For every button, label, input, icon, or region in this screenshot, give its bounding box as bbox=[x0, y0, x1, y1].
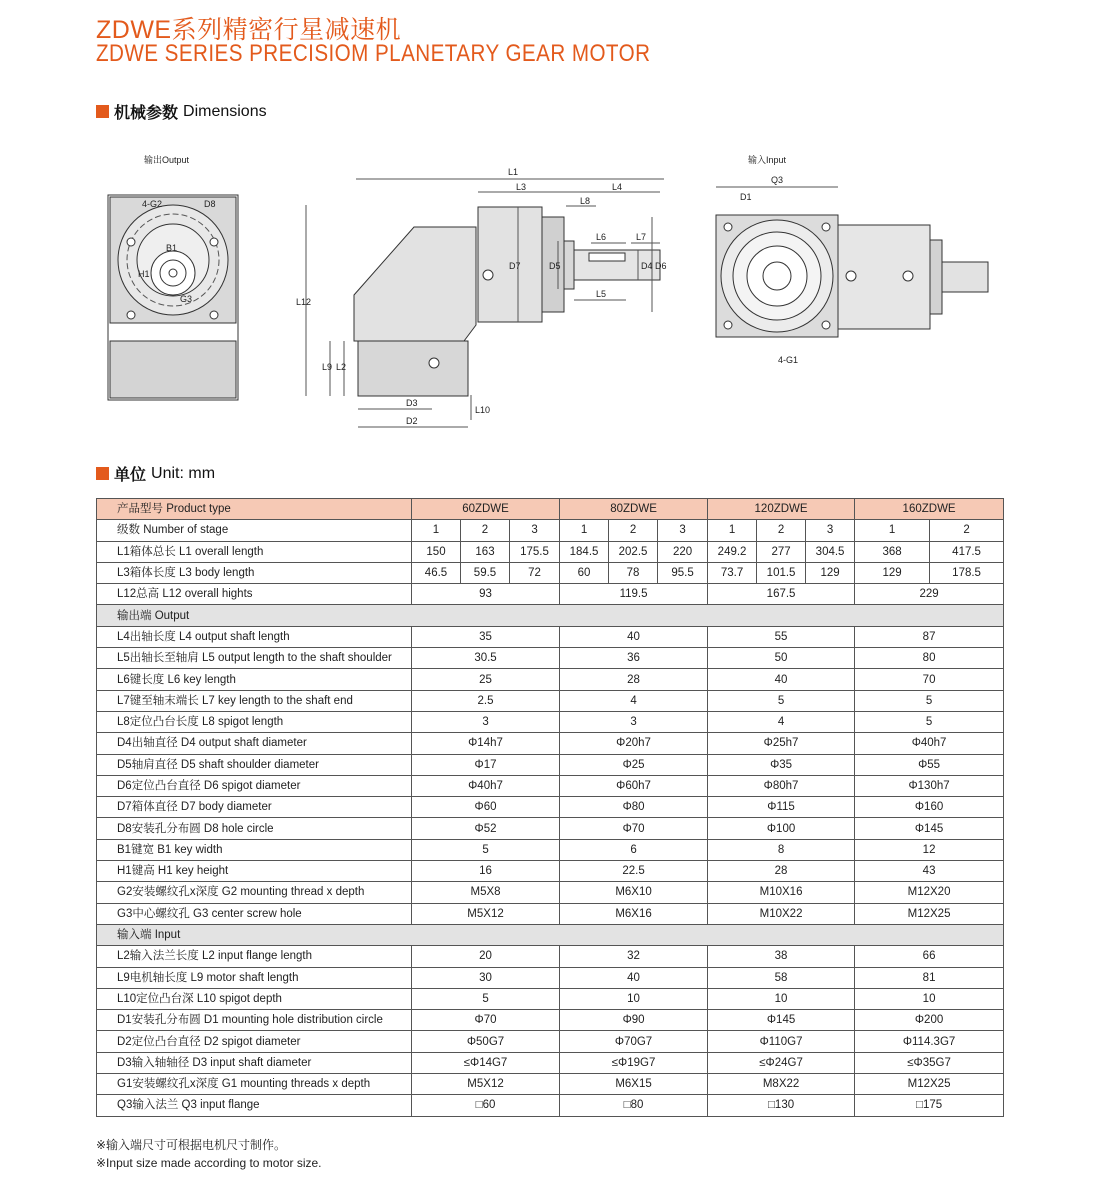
cell-value: 5 bbox=[412, 988, 560, 1009]
row-label: L7键至轴末端长 L7 key length to the shaft end bbox=[97, 690, 412, 711]
d7-label: D7 bbox=[509, 261, 521, 271]
cell-value: 5 bbox=[855, 711, 1004, 732]
b1-label: B1 bbox=[166, 243, 178, 253]
l5-label: L5 bbox=[596, 289, 607, 299]
cell-value: 3 bbox=[806, 520, 855, 541]
unit-heading-cn: 单位 bbox=[114, 467, 147, 484]
cell-value: 119.5 bbox=[560, 584, 708, 605]
cell-value: Φ35 bbox=[708, 754, 855, 775]
cell-value: 3 bbox=[658, 520, 708, 541]
cell-value: 58 bbox=[708, 967, 855, 988]
cell-value: 1 bbox=[412, 520, 461, 541]
output-label: 输出Output bbox=[144, 155, 190, 165]
row-label: L4出轴长度 L4 output shaft length bbox=[97, 626, 412, 647]
cell-value: Φ145 bbox=[855, 818, 1004, 839]
cell-value: 25 bbox=[412, 669, 560, 690]
cell-value: Φ80 bbox=[560, 797, 708, 818]
table-row bbox=[97, 861, 1004, 882]
cell-value: 78 bbox=[609, 562, 658, 583]
l8-label: L8 bbox=[580, 196, 591, 206]
d1-label: D1 bbox=[740, 192, 752, 202]
table-row bbox=[97, 775, 1004, 796]
cell-value: 60 bbox=[560, 562, 609, 583]
table-row bbox=[97, 988, 1004, 1009]
output-view bbox=[108, 154, 238, 400]
cell-value: Φ110G7 bbox=[708, 1031, 855, 1052]
cell-value: Φ80h7 bbox=[708, 775, 855, 796]
table-row bbox=[97, 733, 1004, 754]
cell-value: 40 bbox=[560, 967, 708, 988]
d2-label: D2 bbox=[406, 416, 418, 426]
table-row bbox=[97, 967, 1004, 988]
cell-value: □80 bbox=[560, 1095, 708, 1116]
row-label: 级数 Number of stage bbox=[97, 520, 412, 541]
l1-label: L1 bbox=[508, 167, 519, 177]
row-label: D6定位凸台直径 D6 spigot diameter bbox=[97, 775, 412, 796]
l12-row bbox=[97, 584, 1004, 605]
cell-value: M5X12 bbox=[412, 903, 560, 924]
l6-label: L6 bbox=[596, 232, 607, 242]
d3-label: D3 bbox=[406, 398, 418, 408]
cell-value: 43 bbox=[855, 861, 1004, 882]
cell-value: Φ145 bbox=[708, 1010, 855, 1031]
unit-heading bbox=[96, 462, 215, 485]
cell-value: 35 bbox=[412, 626, 560, 647]
table-row bbox=[97, 797, 1004, 818]
cell-value: Φ20h7 bbox=[560, 733, 708, 754]
cell-value: Φ70G7 bbox=[560, 1031, 708, 1052]
cell-value: Φ114.3G7 bbox=[855, 1031, 1004, 1052]
footnote-en: ※Input size made according to motor size. bbox=[96, 1156, 322, 1170]
cell-value: Φ52 bbox=[412, 818, 560, 839]
cell-value: M10X16 bbox=[708, 882, 855, 903]
dimensions-heading bbox=[96, 100, 267, 123]
cell-value: 59.5 bbox=[461, 562, 510, 583]
cell-value: □60 bbox=[412, 1095, 560, 1116]
cell-value: 178.5 bbox=[930, 562, 1004, 583]
cell-value: Φ25 bbox=[560, 754, 708, 775]
cell-value: Φ70 bbox=[560, 818, 708, 839]
cell-value: 2 bbox=[609, 520, 658, 541]
row-label: D7箱体直径 D7 body diameter bbox=[97, 797, 412, 818]
d6-label: D6 bbox=[655, 261, 667, 271]
cell-value: 129 bbox=[855, 562, 930, 583]
cell-value: Φ160 bbox=[855, 797, 1004, 818]
cell-value: ≤Φ35G7 bbox=[855, 1052, 1004, 1073]
cell-value: 184.5 bbox=[560, 541, 609, 562]
row-label: L5出轴长至轴肩 L5 output length to the shaft shoulder bbox=[97, 648, 412, 669]
row-label: G1安装螺纹孔x深度 G1 mounting threads x depth bbox=[97, 1074, 412, 1095]
cell-value: 3 bbox=[412, 711, 560, 732]
cell-value: 1 bbox=[708, 520, 757, 541]
row-label: Q3输入法兰 Q3 input flange bbox=[97, 1095, 412, 1116]
cell-value: 4 bbox=[708, 711, 855, 732]
row-label: L8定位凸台长度 L8 spigot length bbox=[97, 711, 412, 732]
spec-table bbox=[96, 498, 1004, 1117]
cell-value: 417.5 bbox=[930, 541, 1004, 562]
cell-value: 5 bbox=[855, 690, 1004, 711]
cell-value: 50 bbox=[708, 648, 855, 669]
cell-value: 304.5 bbox=[806, 541, 855, 562]
cell-value: 202.5 bbox=[609, 541, 658, 562]
cell-value: 167.5 bbox=[708, 584, 855, 605]
cell-value: Φ14h7 bbox=[412, 733, 560, 754]
cell-value: 80 bbox=[855, 648, 1004, 669]
row-label: L10定位凸台深 L10 spigot depth bbox=[97, 988, 412, 1009]
table-row bbox=[97, 711, 1004, 732]
cell-value: Φ60 bbox=[412, 797, 560, 818]
table-row bbox=[97, 882, 1004, 903]
cell-value: 1 bbox=[855, 520, 930, 541]
cell-value: M12X25 bbox=[855, 903, 1004, 924]
cell-value: M5X8 bbox=[412, 882, 560, 903]
cell-value: 40 bbox=[560, 626, 708, 647]
output-group-row bbox=[97, 605, 1004, 626]
cell-value: Φ50G7 bbox=[412, 1031, 560, 1052]
cell-value: 72 bbox=[510, 562, 560, 583]
cell-value: 70 bbox=[855, 669, 1004, 690]
cell-value: 249.2 bbox=[708, 541, 757, 562]
cell-value: Φ60h7 bbox=[560, 775, 708, 796]
cell-value: 28 bbox=[708, 861, 855, 882]
q3-label: Q3 bbox=[771, 175, 784, 185]
d8-label: D8 bbox=[204, 199, 216, 209]
cell-value: 8 bbox=[708, 839, 855, 860]
cell-value: 93 bbox=[412, 584, 560, 605]
cell-value: 2.5 bbox=[412, 690, 560, 711]
l10-label: L10 bbox=[475, 405, 491, 415]
cell-value: 32 bbox=[560, 946, 708, 967]
cell-value: 150 bbox=[412, 541, 461, 562]
cell-value: 36 bbox=[560, 648, 708, 669]
cell-value: M5X12 bbox=[412, 1074, 560, 1095]
cell-value: 12 bbox=[855, 839, 1004, 860]
row-label: D1安装孔分布圆 D1 mounting hole distribution circle bbox=[97, 1010, 412, 1031]
table-row bbox=[97, 626, 1004, 647]
dimension-drawings bbox=[96, 145, 1006, 445]
row-label: D2定位凸台直径 D2 spigot diameter bbox=[97, 1031, 412, 1052]
cell-value: 2 bbox=[757, 520, 806, 541]
cell-value: Φ17 bbox=[412, 754, 560, 775]
cell-value: 87 bbox=[855, 626, 1004, 647]
cell-value: ≤Φ24G7 bbox=[708, 1052, 855, 1073]
cell-value: 40 bbox=[708, 669, 855, 690]
cell-value: 95.5 bbox=[658, 562, 708, 583]
cell-value: □130 bbox=[708, 1095, 855, 1116]
table-row bbox=[97, 839, 1004, 860]
h1-label: H1 bbox=[138, 269, 150, 279]
table-row bbox=[97, 903, 1004, 924]
input-group-row-label: 输入端 Input bbox=[97, 924, 1004, 945]
unit-heading-en: Unit: mm bbox=[151, 464, 216, 482]
input-view bbox=[716, 154, 988, 365]
dimensions-heading-en: Dimensions bbox=[183, 102, 267, 120]
cell-value: Φ130h7 bbox=[855, 775, 1004, 796]
cell-value: 10 bbox=[708, 988, 855, 1009]
cell-value: 22.5 bbox=[560, 861, 708, 882]
g3-label: G3 bbox=[180, 294, 193, 304]
table-row bbox=[97, 1052, 1004, 1073]
g2-label: 4-G2 bbox=[142, 199, 163, 209]
section-marker bbox=[96, 467, 109, 480]
row-label: L1箱体总长 L1 overall length bbox=[97, 541, 412, 562]
cell-value: Φ40h7 bbox=[412, 775, 560, 796]
table-row bbox=[97, 946, 1004, 967]
cell-value: 220 bbox=[658, 541, 708, 562]
cell-value: 4 bbox=[560, 690, 708, 711]
input-label: 输入Input bbox=[748, 155, 787, 165]
row-label: L9电机轴长度 L9 motor shaft length bbox=[97, 967, 412, 988]
footnotes bbox=[96, 1136, 322, 1172]
page-title-en: ZDWE SERIES PRECISIOM PLANETARY GEAR MOTOR bbox=[96, 40, 651, 67]
cell-value: Φ90 bbox=[560, 1010, 708, 1031]
table-row bbox=[97, 1095, 1004, 1116]
footnote-cn: ※输入端尺寸可根据电机尺寸制作。 bbox=[96, 1138, 287, 1152]
row-label: G3中心螺纹孔 G3 center screw hole bbox=[97, 903, 412, 924]
table-row bbox=[97, 1031, 1004, 1052]
row-label: L2输入法兰长度 L2 input flange length bbox=[97, 946, 412, 967]
row-label: D4出轴直径 D4 output shaft diameter bbox=[97, 733, 412, 754]
cell-value: 229 bbox=[855, 584, 1004, 605]
cell-value: 163 bbox=[461, 541, 510, 562]
cell-value: 28 bbox=[560, 669, 708, 690]
row-label: D5轴肩直径 D5 shaft shoulder diameter bbox=[97, 754, 412, 775]
cell-value: 81 bbox=[855, 967, 1004, 988]
l7-label: L7 bbox=[636, 232, 647, 242]
cell-value: M12X25 bbox=[855, 1074, 1004, 1095]
cell-value: Φ70 bbox=[412, 1010, 560, 1031]
cell-value: 129 bbox=[806, 562, 855, 583]
cell-value: Φ25h7 bbox=[708, 733, 855, 754]
l9-label: L9 bbox=[322, 362, 333, 372]
cell-value: 277 bbox=[757, 541, 806, 562]
input-group-row bbox=[97, 924, 1004, 945]
model-header-60zdwe: 60ZDWE bbox=[412, 499, 560, 520]
row-label: L3箱体长度 L3 body length bbox=[97, 562, 412, 583]
cell-value: 46.5 bbox=[412, 562, 461, 583]
dimensions-heading-cn: 机械参数 bbox=[114, 105, 179, 122]
cell-value: 175.5 bbox=[510, 541, 560, 562]
cell-value: 2 bbox=[461, 520, 510, 541]
cell-value: Φ115 bbox=[708, 797, 855, 818]
cell-value: 38 bbox=[708, 946, 855, 967]
cell-value: 5 bbox=[412, 839, 560, 860]
table-row bbox=[97, 1074, 1004, 1095]
cell-value: □175 bbox=[855, 1095, 1004, 1116]
row-label: L6键长度 L6 key length bbox=[97, 669, 412, 690]
cell-value: 30 bbox=[412, 967, 560, 988]
cell-value: M6X15 bbox=[560, 1074, 708, 1095]
cell-value: Φ100 bbox=[708, 818, 855, 839]
model-header-80zdwe: 80ZDWE bbox=[560, 499, 708, 520]
cell-value: M6X16 bbox=[560, 903, 708, 924]
cell-value: 1 bbox=[560, 520, 609, 541]
stage-row bbox=[97, 520, 1004, 541]
cell-value: 3 bbox=[510, 520, 560, 541]
table-row bbox=[97, 648, 1004, 669]
row-label: H1键高 H1 key height bbox=[97, 861, 412, 882]
cell-value: M12X20 bbox=[855, 882, 1004, 903]
row-label: G2安装螺纹孔x深度 G2 mounting thread x depth bbox=[97, 882, 412, 903]
cell-value: 2 bbox=[930, 520, 1004, 541]
l12-label: L12 bbox=[296, 297, 312, 307]
model-header-120zdwe: 120ZDWE bbox=[708, 499, 855, 520]
cell-value: Φ55 bbox=[855, 754, 1004, 775]
d5-label: D5 bbox=[549, 261, 561, 271]
page-title-cn: ZDWE系列精密行星减速机 bbox=[96, 16, 402, 44]
row-label: D3输入轴轴径 D3 input shaft diameter bbox=[97, 1052, 412, 1073]
cell-value: 10 bbox=[855, 988, 1004, 1009]
row-label: B1键宽 B1 key width bbox=[97, 839, 412, 860]
cell-value: Φ40h7 bbox=[855, 733, 1004, 754]
cell-value: 5 bbox=[708, 690, 855, 711]
l4-label: L4 bbox=[612, 182, 623, 192]
cell-value: M6X10 bbox=[560, 882, 708, 903]
l1-row bbox=[97, 541, 1004, 562]
model-header-160zdwe: 160ZDWE bbox=[855, 499, 1004, 520]
side-view bbox=[296, 167, 667, 427]
l3-row bbox=[97, 562, 1004, 583]
row-label: D8安装孔分布圆 D8 hole circle bbox=[97, 818, 412, 839]
cell-value: M8X22 bbox=[708, 1074, 855, 1095]
d4-label: D4 bbox=[641, 261, 653, 271]
cell-value: 16 bbox=[412, 861, 560, 882]
table-row bbox=[97, 690, 1004, 711]
table-row bbox=[97, 818, 1004, 839]
cell-value: ≤Φ14G7 bbox=[412, 1052, 560, 1073]
l3-label: L3 bbox=[516, 182, 527, 192]
l2-label: L2 bbox=[336, 362, 347, 372]
cell-value: 6 bbox=[560, 839, 708, 860]
table-row bbox=[97, 1010, 1004, 1031]
cell-value: 101.5 bbox=[757, 562, 806, 583]
product-type-header: 产品型号 Product type bbox=[97, 499, 412, 520]
cell-value: 55 bbox=[708, 626, 855, 647]
row-label: L12总高 L12 overall hights bbox=[97, 584, 412, 605]
section-marker bbox=[96, 105, 109, 118]
cell-value: 10 bbox=[560, 988, 708, 1009]
cell-value: Φ200 bbox=[855, 1010, 1004, 1031]
table-row bbox=[97, 754, 1004, 775]
cell-value: 66 bbox=[855, 946, 1004, 967]
cell-value: 30.5 bbox=[412, 648, 560, 669]
cell-value: ≤Φ19G7 bbox=[560, 1052, 708, 1073]
cell-value: 73.7 bbox=[708, 562, 757, 583]
cell-value: 20 bbox=[412, 946, 560, 967]
table-row bbox=[97, 669, 1004, 690]
cell-value: 368 bbox=[855, 541, 930, 562]
cell-value: 3 bbox=[560, 711, 708, 732]
cell-value: M10X22 bbox=[708, 903, 855, 924]
table-header-row bbox=[97, 499, 1004, 520]
g1-label: 4-G1 bbox=[778, 355, 799, 365]
output-group-row-label: 输出端 Output bbox=[97, 605, 1004, 626]
